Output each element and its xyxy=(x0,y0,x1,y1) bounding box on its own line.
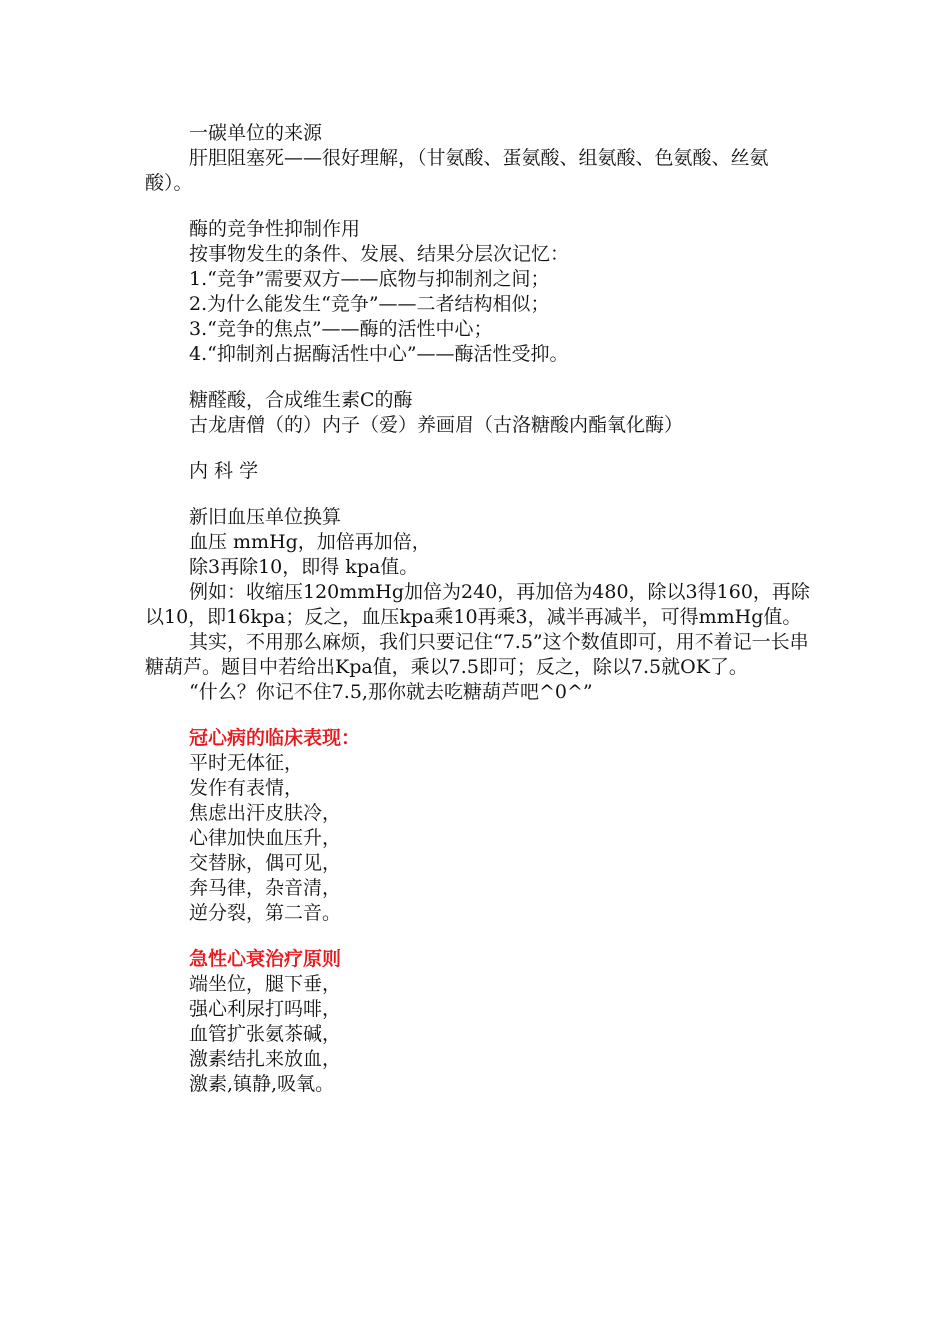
section-title-enzyme-inhibition: 酶的竞争性抑制作用 xyxy=(189,218,361,240)
list-item: 1.“竞争”需要双方——底物与抑制剂之间； xyxy=(189,268,550,290)
spacer xyxy=(145,484,810,505)
section-note-blood-pressure: 其实，不用那么麻烦，我们只要记住“7.5”这个数值即可，用不着记一长串糖葫芦。题目中若给出Kpa值，乘以7.5即可；反之，除以7.5就OK了。 xyxy=(145,631,809,678)
list-item: 按事物发生的条件、发展、结果分层次记忆： xyxy=(189,243,570,265)
section-body-glucuronic-acid: 古龙唐僧（的）内子（爱）养画眉（古洛糖酸内酯氧化酶） xyxy=(189,414,684,436)
section-title-one-carbon: 一碳单位的来源 xyxy=(189,122,323,144)
list-item: 交替脉，偶可见， xyxy=(189,852,342,874)
section-title-blood-pressure: 新旧血压单位换算 xyxy=(189,506,342,528)
list-item: 激素结扎来放血， xyxy=(189,1048,342,1070)
list-item: 2.为什么能发生“竞争”——二者结构相似； xyxy=(189,293,550,315)
section-body-one-carbon: 肝胆阻塞死——很好理解，（甘氨酸、蛋氨酸、组氨酸、色氨酸、丝氨酸）。 xyxy=(145,147,769,194)
document-body xyxy=(145,121,810,1097)
list-item: 强心利尿打吗啡， xyxy=(189,998,342,1020)
list-item: 奔马律，杂音清， xyxy=(189,877,342,899)
section-title-acute-heart-failure: 急性心衰治疗原则 xyxy=(189,948,342,970)
spacer xyxy=(145,367,810,388)
section-quote-blood-pressure: “什么？你记不住7.5,那你就去吃糖葫芦吧^0^” xyxy=(189,681,593,703)
section-title-coronary-heart-disease: 冠心病的临床表现： xyxy=(189,727,361,749)
list-item: 平时无体征， xyxy=(189,752,304,774)
section-example-blood-pressure: 例如：收缩压120mmHg加倍为240，再加倍为480，除以3得160，再除以10，即16kpa；反之，血压kpa乘10再乘3，减半再减半，可得mmHg值。 xyxy=(145,581,810,628)
spacer xyxy=(145,705,810,726)
list-item: 血压 mmHg，加倍再加倍， xyxy=(189,531,431,553)
section-title-glucuronic-acid: 糖醛酸，合成维生素C的酶 xyxy=(189,389,413,411)
list-item: 焦虑出汗皮肤冷， xyxy=(189,802,342,824)
list-item: 心律加快血压升， xyxy=(189,827,342,849)
list-item: 4.“抑制剂占据酶活性中心”——酶活性受抑。 xyxy=(189,343,569,365)
list-item: 端坐位，腿下垂， xyxy=(189,973,342,995)
list-item: 除3再除10，即得 kpa值。 xyxy=(189,556,419,578)
list-item: 发作有表情， xyxy=(189,777,304,799)
list-item: 逆分裂，第二音。 xyxy=(189,902,342,924)
list-item: 3.“竞争的焦点”——酶的活性中心； xyxy=(189,318,493,340)
list-item: 血管扩张氨茶碱， xyxy=(189,1023,342,1045)
list-item: 激素,镇静,吸氧。 xyxy=(189,1073,335,1095)
spacer xyxy=(145,438,810,459)
spacer xyxy=(145,196,810,217)
chapter-title-internal-medicine: 内 科 学 xyxy=(189,460,259,482)
spacer xyxy=(145,926,810,947)
